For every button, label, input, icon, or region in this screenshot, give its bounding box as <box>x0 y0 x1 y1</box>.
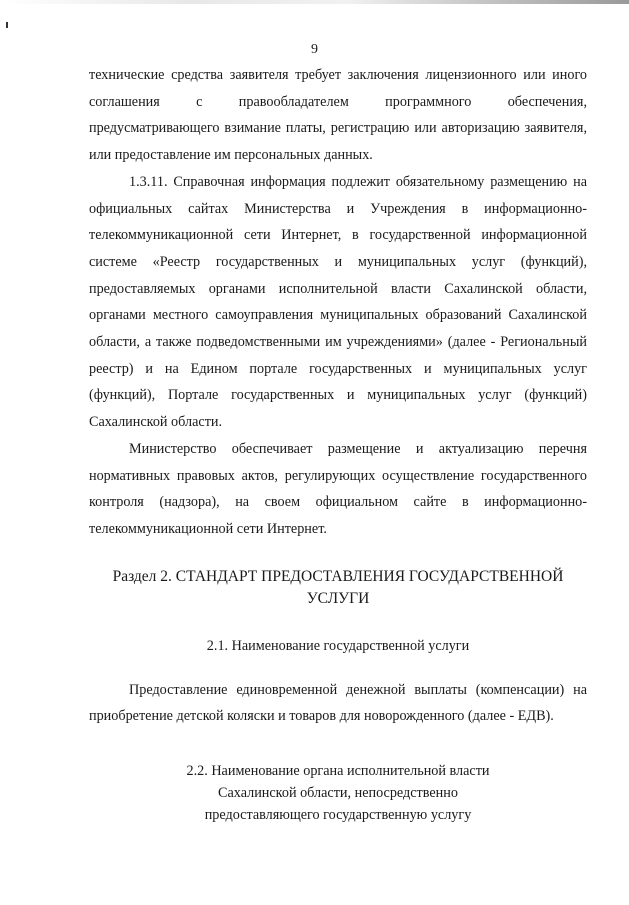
subsection-2-1-heading: 2.1. Наименование государственной услуги <box>206 637 470 654</box>
subsection-2-2-line-1: 2.2. Наименование органа исполнительной власти <box>186 763 490 780</box>
scan-mark <box>6 22 8 28</box>
paragraph-1-3-11: 1.3.11. Справочная информация подлежит обязательному размещению на официальных сайтах Министерства и Учреждения в информационно-телекоммуникационной сети Интернет, в государственной информационной системе «Реестр государственных и муниципальных услуг (функций), предоставляемых органами исполнительной власти Сахалинской области, органами местного самоуправления муниципальных образований Сахалинской области, а также подведомственными им учреждениями» (далее - Региональный реестр) и на Едином портале государственных и муниципальных услуг (функций), Портале государственных и муниципальных услуг (функций) Сахалинской области. <box>89 173 587 431</box>
subsection-2-2-line-3: предоставляющего государственную услугу <box>204 807 472 824</box>
section-2-heading-line-1: Раздел 2. СТАНДАРТ ПРЕДОСТАВЛЕНИЯ ГОСУДАРСТВЕННОЙ <box>112 567 564 585</box>
paragraph-continuation: технические средства заявителя требует заключения лицензионного или иного соглашения с правообладателем программного обеспечения, предусматривающего взимание платы, регистрацию или авторизацию заявителя, или предоставление им персональных данных. <box>89 67 587 164</box>
paragraph-service-name: Предоставление единовременной денежной выплаты (компенсации) на приобретение детской коляски и товаров для новорожденного (далее - ЕДВ). <box>89 681 587 725</box>
subsection-2-2-heading <box>89 760 587 826</box>
subsection-2-2-line-2: Сахалинской области, непосредственно <box>218 785 458 802</box>
scan-edge-artifact <box>0 0 629 4</box>
section-2-heading-line-2: УСЛУГИ <box>306 589 370 607</box>
document-body <box>89 62 587 826</box>
page-number: 9 <box>311 42 318 57</box>
paragraph-ministry: Министерство обеспечивает размещение и актуализацию перечня нормативных правовых актов, регулирующих осуществление государственного контроля (надзора), на своем официальном сайте в информационно-телекоммуникационной сети Интернет. <box>89 440 587 537</box>
section-2-heading <box>89 566 587 610</box>
